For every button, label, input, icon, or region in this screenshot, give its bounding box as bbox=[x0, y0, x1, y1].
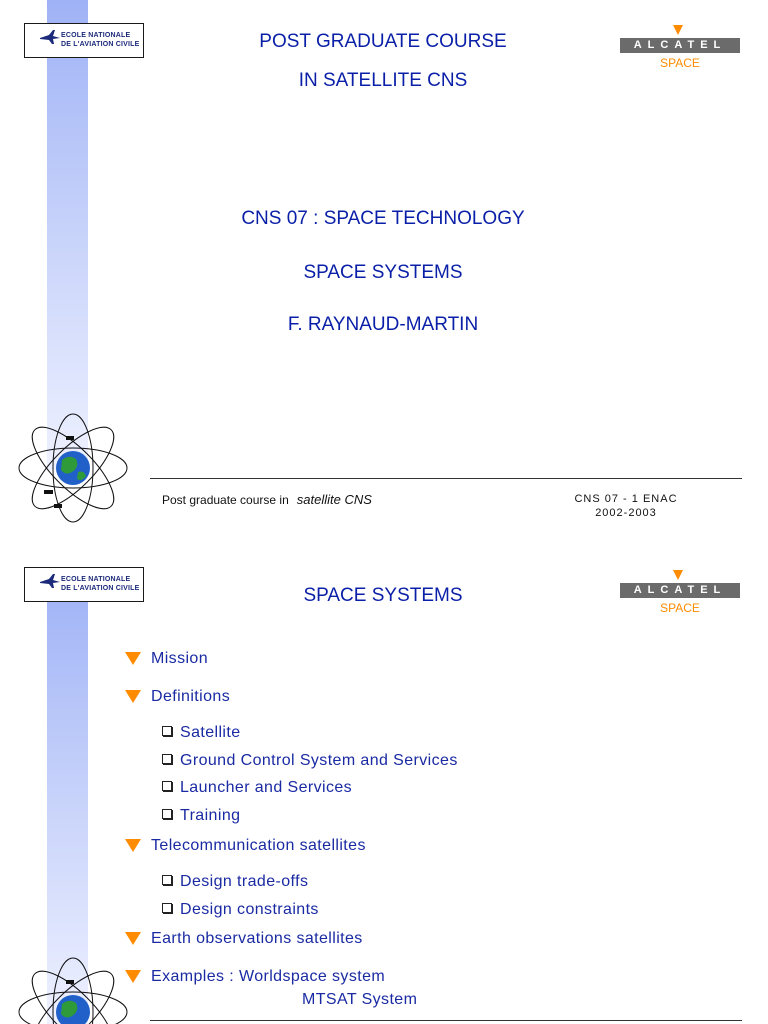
enac-name-line1: ECOLE NATIONALE bbox=[61, 576, 131, 583]
footer-page-number: CNS 07 - 1 ENAC bbox=[574, 493, 678, 505]
subject-title: SPACE SYSTEMS bbox=[303, 262, 463, 283]
alcatel-division: SPACE bbox=[660, 56, 700, 70]
module-title: CNS 07 : SPACE TECHNOLOGY bbox=[241, 208, 525, 229]
alcatel-triangle-icon bbox=[673, 570, 683, 580]
enac-name-line1: ECOLE NATIONALE bbox=[61, 32, 131, 39]
sub-list-item bbox=[162, 901, 319, 919]
sub-list-item-label: Design constraints bbox=[180, 901, 319, 918]
footer-year: 2002-2003 bbox=[595, 507, 657, 519]
enac-logo bbox=[24, 567, 144, 602]
checkbox-square-icon bbox=[162, 754, 172, 764]
sub-list-item bbox=[162, 807, 240, 825]
sub-list-item-label: Design trade-offs bbox=[180, 873, 309, 890]
sub-list-item-label: Satellite bbox=[180, 724, 241, 741]
list-item: Examples : Worldspace system bbox=[151, 968, 386, 985]
bullet-triangle-icon bbox=[125, 690, 141, 703]
enac-name-line2: DE L'AVIATION CIVILE bbox=[61, 585, 140, 592]
plane-icon bbox=[39, 29, 61, 45]
checkbox-square-icon bbox=[162, 875, 172, 885]
footer-page-info bbox=[556, 492, 696, 520]
alcatel-logo bbox=[620, 570, 740, 620]
bullet-triangle-icon bbox=[125, 652, 141, 665]
sub-list-item-label: Launcher and Services bbox=[180, 779, 353, 796]
footer-prefix: Post graduate course in bbox=[162, 493, 289, 507]
author-name: F. RAYNAUD-MARTIN bbox=[287, 314, 479, 335]
footer-divider bbox=[150, 478, 742, 479]
enac-name-line2: DE L'AVIATION CIVILE bbox=[61, 41, 140, 48]
sub-list-item-label: Training bbox=[180, 807, 241, 824]
globe-orbits-icon bbox=[14, 412, 132, 524]
alcatel-name: ALCATEL bbox=[620, 583, 740, 598]
slide-title: SPACE SYSTEMS bbox=[303, 585, 463, 606]
sub-list-item bbox=[162, 752, 458, 770]
alcatel-triangle-icon bbox=[673, 25, 683, 35]
sub-list-item bbox=[162, 873, 308, 891]
decorative-side-bar bbox=[47, 0, 88, 470]
checkbox-square-icon bbox=[162, 781, 172, 791]
plane-icon bbox=[39, 573, 61, 589]
list-item: Earth observations satellites bbox=[151, 930, 363, 947]
slide-2 bbox=[0, 540, 768, 1024]
alcatel-name: ALCATEL bbox=[620, 38, 740, 53]
globe-orbits-icon bbox=[14, 956, 132, 1024]
sub-list-item bbox=[162, 724, 241, 742]
course-title-line2: IN SATELLITE CNS bbox=[298, 70, 468, 91]
checkbox-square-icon bbox=[162, 809, 172, 819]
footer-divider bbox=[150, 1020, 742, 1021]
list-item: Mission bbox=[151, 650, 209, 667]
alcatel-division: SPACE bbox=[660, 601, 700, 615]
bullet-triangle-icon bbox=[125, 839, 141, 852]
list-item: Definitions bbox=[151, 688, 231, 705]
footer-emphasis: satellite CNS bbox=[296, 492, 372, 507]
sub-list-item-label: Ground Control System and Services bbox=[180, 752, 458, 769]
footer-course bbox=[162, 492, 372, 507]
checkbox-square-icon bbox=[162, 726, 172, 736]
list-item: Telecommunication satellites bbox=[151, 837, 366, 854]
list-item-continuation: MTSAT System bbox=[302, 991, 418, 1008]
enac-logo bbox=[24, 23, 144, 58]
checkbox-square-icon bbox=[162, 903, 172, 913]
alcatel-logo bbox=[620, 25, 740, 75]
sub-list-item bbox=[162, 779, 352, 797]
course-title-line1: POST GRADUATE COURSE bbox=[259, 31, 507, 52]
bullet-triangle-icon bbox=[125, 932, 141, 945]
